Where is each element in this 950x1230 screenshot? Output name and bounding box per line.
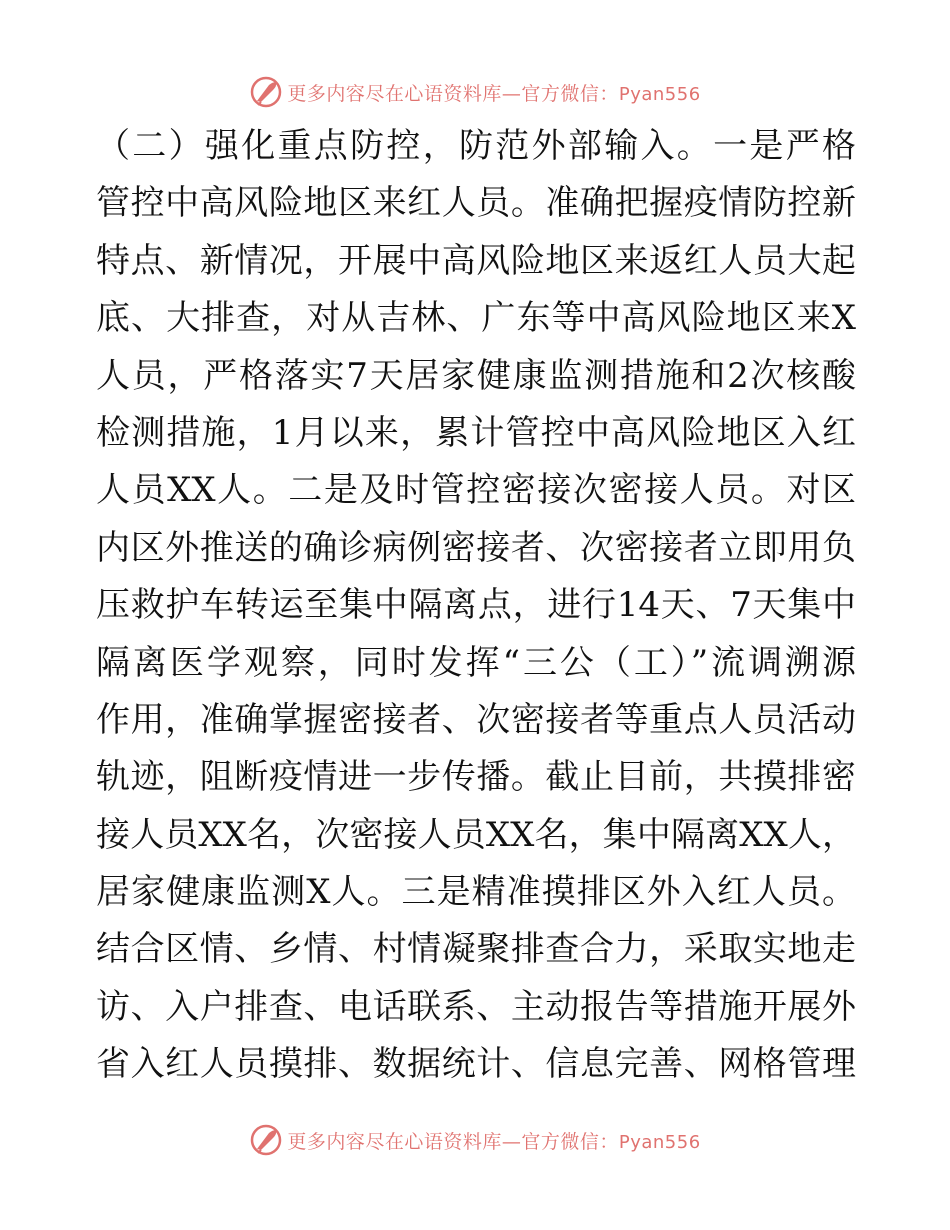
watermark-id: Pyan556 [618,1131,701,1153]
text-line: 作用，准确掌握密接者、次密接者等重点人员活动 [96,699,856,740]
text-line: 特点、新情况，开展中高风险地区来返红人员大起 [96,240,856,281]
footer-watermark [0,1120,950,1160]
text-line: 访、入户排查、电话联系、主动报告等措施开展外 [96,986,856,1027]
text-line: 底、大排查，对从吉林、广东等中高风险地区来X [96,298,856,339]
quill-logo-icon [249,75,283,109]
text-line: 省入红人员摸排、数据统计、信息完善、网格管理 [96,1044,856,1085]
text-line: 管控中高风险地区来红人员。准确把握疫情防控新 [96,183,856,224]
text-line: 内区外推送的确诊病例密接者、次密接者立即用负 [96,527,856,568]
text-line: 接人员XX名，次密接人员XX名，集中隔离XX人， [96,814,856,855]
text-line: 隔离医学观察，同时发挥“三公（工）”流调溯源 [96,642,856,683]
text-line: 结合区情、乡情、村情凝聚排查合力，采取实地走 [96,929,856,970]
text-line: 居家健康监测X人。三是精准摸排区外入红人员。 [96,872,856,913]
quill-logo-icon [249,1123,283,1157]
text-line: 轨迹，阻断疫情进一步传播。截止目前，共摸排密 [96,757,856,798]
watermark-text: 更多内容尽在心语资料库—官方微信： [287,1130,619,1153]
header-watermark [0,72,950,112]
text-line: 人员XX人。二是及时管控密接次密接人员。对区 [96,470,856,511]
text-line: 人员，严格落实7天居家健康监测措施和2次核酸 [96,355,856,396]
watermark-text: 更多内容尽在心语资料库—官方微信： [287,82,619,105]
text-line: 检测措施，1月以来，累计管控中高风险地区入红 [96,412,856,453]
text-line: （二）强化重点防控，防范外部输入。一是严格 [96,126,856,166]
body-paragraph [96,118,856,1094]
text-line: 压救护车转运至集中隔离点，进行14天、7天集中 [96,585,856,626]
watermark-id: Pyan556 [618,83,701,105]
